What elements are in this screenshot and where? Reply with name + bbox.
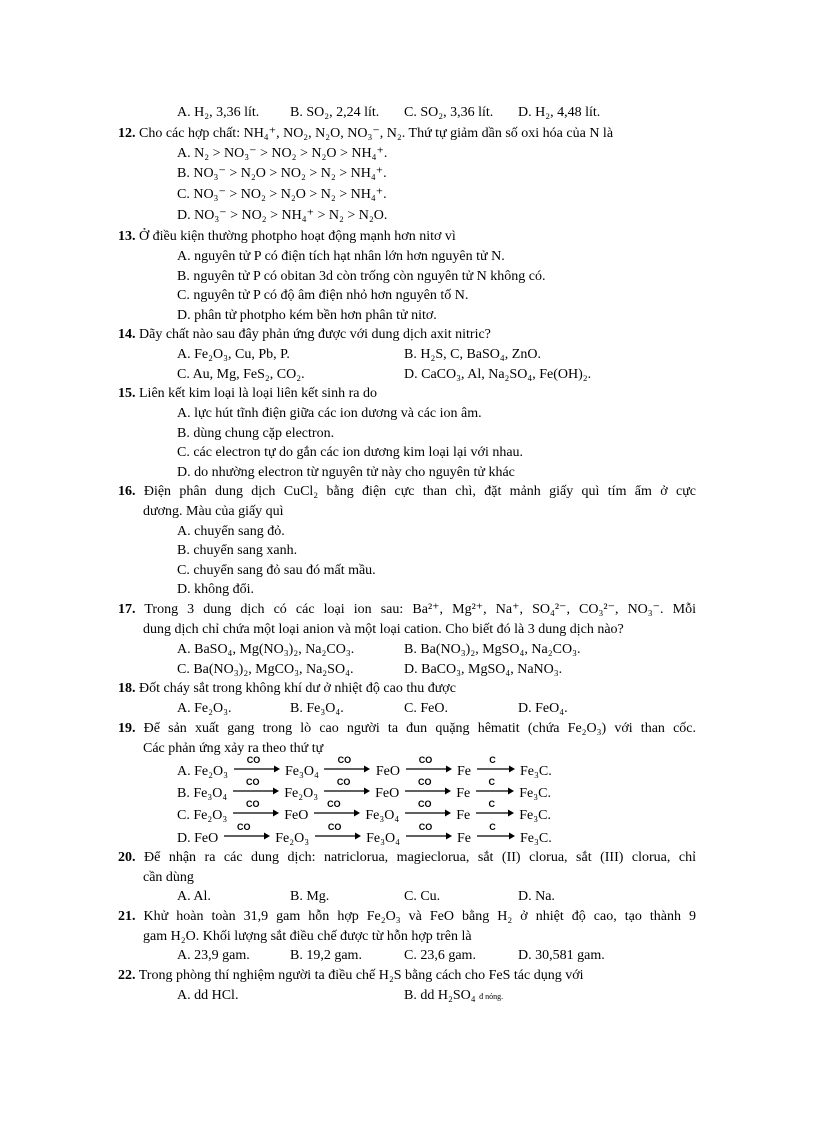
q14-option-c: C. Au, Mg, FeS₂, CO₂.	[177, 367, 305, 382]
q17-option-c: C. Ba(NO₃)₂, MgCO₃, Na₂SO₄.	[177, 662, 354, 677]
reaction-arrow-co	[406, 755, 452, 776]
q16-stem-line2: dương. Màu của giấy quì	[143, 504, 284, 519]
q19-option-c-label: C.	[177, 808, 190, 823]
q20-option-c: C. Cu.	[404, 889, 441, 904]
arrow-label: CO	[418, 822, 433, 832]
arrow-label: CO	[245, 777, 260, 787]
q20-option-b: B. Mg.	[290, 889, 330, 904]
arrow-label: CO	[327, 822, 342, 832]
q20-number: 20.	[118, 850, 136, 865]
chain-species: Fe₂O₃	[275, 831, 310, 846]
arrow-label: CO	[418, 755, 433, 765]
q19-stem-line2: Các phản ứng xảy ra theo thứ tự	[143, 741, 324, 756]
arrow-label: C	[488, 799, 495, 809]
q15-stem	[118, 385, 377, 403]
reaction-arrow-c	[477, 755, 515, 776]
q21-option-d: D. 30,581 gam.	[518, 948, 605, 963]
q16-text-1: Điện phân dung dịch CuCl₂ bằng điện cực than chì, đặt mảnh giấy quì tím ẩm ở cực	[143, 484, 696, 499]
q21-stem-line2: gam H₂O. Khối lượng sắt điều chế được từ hỗn hợp trên là	[143, 929, 472, 944]
q15-option-b: B. dùng chung cặp electron.	[177, 426, 335, 441]
chain-species: Fe₂O₃	[284, 786, 319, 801]
reaction-arrow-co	[315, 822, 361, 843]
arrow-label: CO	[246, 755, 261, 765]
reaction-arrow-co	[224, 822, 270, 843]
chain-species: Fe	[457, 764, 471, 779]
q20-text-1: Để nhận ra các dung dịch: natriclorua, magieclorua, sắt (II) clorua, sắt (III) clorua, chỉ	[144, 850, 696, 865]
q22-option-b-note: đ nóng.	[479, 992, 504, 1001]
q12-option-a: A. N₂ > NO₃⁻ > NO₂ > N₂O > NH₄⁺.	[177, 146, 388, 161]
arrow-label: CO	[336, 777, 351, 787]
q19-option-d-label: D.	[177, 831, 191, 846]
q17-option-b: B. Ba(NO₃)₂, MgSO₄, Na₂CO₃.	[404, 642, 581, 657]
chain-species: FeO	[284, 808, 309, 823]
arrow-label: C	[489, 822, 496, 832]
q14-option-a: A. Fe₂O₃, Cu, Pb, P.	[177, 347, 290, 362]
chain-species: Fe₃O₄	[285, 764, 319, 779]
q21-option-a: A. 23,9 gam.	[177, 948, 250, 963]
q22-number: 22.	[118, 968, 136, 983]
arrow-label: CO	[237, 822, 251, 832]
arrow-label: C	[489, 755, 496, 765]
q18-number: 18.	[118, 681, 136, 696]
chain-species: FeO	[375, 786, 400, 801]
q17-number: 17.	[118, 602, 136, 617]
q20-option-a: A. Al.	[177, 889, 211, 904]
reaction-arrow-co	[324, 777, 370, 798]
q12-option-c: C. NO₃⁻ > NO₂ > N₂O > N₂ > NH₄⁺.	[177, 187, 387, 202]
q19-option-b-label: B.	[177, 786, 190, 801]
arrow-label: CO	[327, 799, 341, 809]
q17-option-d: D. BaCO₃, MgSO₄, NaNO₃.	[404, 662, 563, 677]
q11-option-a: A. H₂, 3,36 lít.	[177, 105, 260, 120]
q19-option-a-label: A.	[177, 764, 191, 779]
q13-option-d: D. phân tử photpho kém bền hơn phân tử nitơ.	[177, 308, 437, 323]
q11-option-c: C. SO₂, 3,36 lít.	[404, 105, 494, 120]
q18-option-a: A. Fe₂O₃.	[177, 701, 232, 716]
q14-number: 14.	[118, 327, 136, 342]
chain-species: Fe₃O₄	[193, 786, 228, 801]
reaction-arrow-co	[405, 799, 451, 820]
reaction-arrow-c	[476, 799, 514, 820]
q12-text: Cho các hợp chất: NH₄⁺, NO₂, N₂O, NO₃⁻, N₂. Thứ tự giảm dần số oxi hóa của N là	[139, 126, 614, 141]
q22-text: Trong phòng thí nghiệm người ta điều chế H₂S bằng cách cho FeS tác dụng với	[138, 968, 584, 983]
q13-text: Ở điều kiện thường photpho hoạt động mạnh hơn nitơ vì	[139, 229, 456, 244]
q15-text: Liên kết kim loại là loại liên kết sinh ra do	[139, 386, 377, 401]
q17-option-a: A. BaSO₄, Mg(NO₃)₂, Na₂CO₃.	[177, 642, 355, 657]
q16-option-c: C. chuyển sang đỏ sau đó mất mầu.	[177, 563, 376, 578]
chain-species: FeO	[375, 764, 400, 779]
q15-option-a: A. lực hút tĩnh điện giữa các ion dương và các ion âm.	[177, 406, 482, 421]
reaction-arrow-co	[233, 777, 279, 798]
arrow-label: CO	[337, 755, 352, 765]
chain-species: Fe₃C.	[519, 808, 551, 823]
q12-stem	[118, 125, 613, 143]
reaction-arrow-c	[477, 822, 515, 843]
arrow-label: CO	[245, 799, 260, 809]
chain-species: Fe	[457, 831, 471, 846]
q13-option-c: C. nguyên tử P có độ âm điện nhỏ hơn nguyên tố N.	[177, 288, 469, 303]
reaction-arrow-co	[234, 755, 280, 776]
chain-species: Fe₃C.	[520, 764, 552, 779]
q16-option-a: A. chuyển sang đỏ.	[177, 524, 285, 539]
q20-stem-line2: cần dùng	[143, 870, 194, 885]
q20-stem-line1	[118, 849, 696, 867]
q18-option-b: B. Fe₃O₄.	[290, 701, 344, 716]
q14-option-b: B. H₂S, C, BaSO₄, ZnO.	[404, 347, 541, 362]
q11-option-b: B. SO₂, 2,24 lít.	[290, 105, 380, 120]
arrow-label: CO	[417, 777, 432, 787]
q19-stem-line1	[118, 720, 696, 738]
q20-option-d: D. Na.	[518, 889, 555, 904]
q19-text-1: Để sản xuất gang trong lò cao người ta đun quặng hêmatit (chứa Fe₂O₃) với than cốc.	[143, 721, 696, 736]
reaction-arrow-co	[406, 822, 452, 843]
q12-option-d: D. NO₃⁻ > NO₂ > NH₄⁺ > N₂ > N₂O.	[177, 208, 388, 223]
q11-option-d: D. H₂, 4,48 lít.	[518, 105, 601, 120]
q17-stem-line2: dung dịch chỉ chứa một loại anion và một loại cation. Cho biết đó là 3 dung dịch nào?	[143, 622, 624, 637]
q19-number: 19.	[118, 721, 136, 736]
chain-species: Fe	[456, 786, 471, 801]
q22-stem	[118, 967, 584, 985]
q13-number: 13.	[118, 229, 136, 244]
q18-option-d: D. FeO₄.	[518, 701, 568, 716]
q18-option-c: C. FeO.	[404, 701, 448, 716]
q21-number: 21.	[118, 909, 136, 924]
q13-stem	[118, 228, 456, 246]
q19-option-d	[177, 822, 552, 848]
q18-text: Đốt cháy sắt trong không khí dư ở nhiệt độ cao thu được	[139, 681, 456, 696]
q14-text: Dãy chất nào sau đây phản ứng được với dung dịch axit nitric?	[139, 327, 491, 342]
q16-option-b: B. chuyển sang xanh.	[177, 543, 298, 558]
q16-stem-line1	[118, 483, 696, 501]
q21-text-1: Khử hoàn toàn 31,9 gam hỗn hợp Fe₂O₃ và FeO bằng H₂ ở nhiệt độ cao, tạo thành 9	[143, 909, 696, 924]
q12-number: 12.	[118, 126, 136, 141]
reaction-arrow-co	[324, 755, 370, 776]
q14-stem	[118, 326, 491, 344]
q21-option-c: C. 23,6 gam.	[404, 948, 476, 963]
q17-text-1: Trong 3 dung dịch có các loại ion sau: Ba²⁺, Mg²⁺, Na⁺, SO₄²⁻, CO₃²⁻, NO₃⁻. Mỗi	[144, 602, 696, 617]
chain-species: Fe	[456, 808, 471, 823]
q22-option-b-text: B. dd H₂SO₄	[404, 988, 476, 1003]
arrow-label: CO	[417, 799, 432, 809]
chain-species: Fe₂O₃	[194, 764, 228, 779]
chain-species: Fe₃C.	[519, 786, 551, 801]
reaction-arrow-co	[233, 799, 279, 820]
reaction-arrow-co	[405, 777, 451, 798]
q16-number: 16.	[118, 484, 136, 499]
q14-option-d: D. CaCO₃, Al, Na₂SO₄, Fe(OH)₂.	[404, 367, 592, 382]
q13-option-b: B. nguyên tử P có obitan 3d còn trống còn nguyên tử N không có.	[177, 269, 546, 284]
reaction-arrow-co	[314, 799, 360, 820]
chain-species: Fe₃C.	[520, 831, 552, 846]
q15-option-c: C. các electron tự do gắn các ion dương kim loại lại với nhau.	[177, 445, 524, 460]
reaction-arrow-c	[476, 777, 514, 798]
q12-option-b: B. NO₃⁻ > N₂O > NO₂ > N₂ > NH₄⁺.	[177, 166, 387, 181]
q15-option-d: D. do nhường electron từ nguyên tử này cho nguyên tử khác	[177, 465, 515, 480]
q22-option-b	[404, 987, 503, 1006]
chain-species: Fe₃O₄	[365, 808, 400, 823]
q21-stem-line1	[118, 908, 696, 926]
chain-species: FeO	[194, 831, 219, 846]
chain-species: Fe₂O₃	[193, 808, 228, 823]
q13-option-a: A. nguyên tử P có điện tích hạt nhân lớn hơn nguyên tử N.	[177, 249, 505, 264]
q22-option-a: A. dd HCl.	[177, 988, 239, 1003]
arrow-label: C	[488, 777, 495, 787]
chain-species: Fe₃O₄	[366, 831, 400, 846]
q18-stem	[118, 680, 456, 698]
q15-number: 15.	[118, 386, 136, 401]
q21-option-b: B. 19,2 gam.	[290, 948, 362, 963]
q16-option-d: D. không đổi.	[177, 582, 254, 597]
q17-stem-line1	[118, 601, 696, 619]
